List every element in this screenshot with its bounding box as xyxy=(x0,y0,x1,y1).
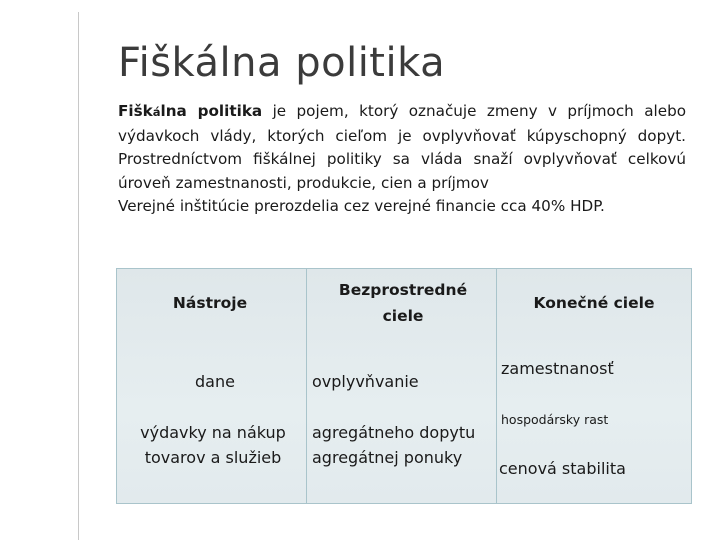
immediate-demand-supply: agregátneho dopytu agregátnej ponuky xyxy=(312,423,476,467)
slide-title: Fiškálna politika xyxy=(118,40,446,86)
term-part-2: á xyxy=(152,105,161,119)
left-divider-line xyxy=(78,12,79,540)
header-tools: Nástroje xyxy=(172,294,248,312)
tool-spending: výdavky na nákup tovarov a služieb xyxy=(140,423,286,467)
column-divider-1 xyxy=(306,268,307,504)
header-immediate-goals: Bezprostredné ciele xyxy=(338,281,468,325)
definition-paragraph xyxy=(118,100,686,195)
final-employment: zamestnanosť xyxy=(501,359,614,378)
slide-body xyxy=(118,100,686,219)
definition-text: je pojem, ktorý označuje zmeny v príjmoch alebo výdavkoch vlády, ktorých cieľom je ovplyvňovať kúpyschopný dopyt. Prostredníctvom fiškálnej politiky sa vláda snaží ovplyvňovať celkovú úroveň zamestnanosti, produkcie, cien a príjmov xyxy=(118,102,686,192)
redistribution-paragraph: Verejné inštitúcie prerozdelia cez verejné financie cca 40% HDP. xyxy=(118,197,605,215)
immediate-influencing: ovplyvňvanie xyxy=(312,372,419,391)
term-part-1: Fišk xyxy=(118,102,153,120)
header-final-goals: Konečné ciele xyxy=(533,294,655,312)
final-growth: hospodársky rast xyxy=(501,412,609,427)
tool-taxes: dane xyxy=(195,372,235,391)
final-price-stability: cenová stabilita xyxy=(499,459,626,478)
term-part-3: lna politika xyxy=(160,102,263,120)
term-bold xyxy=(118,102,262,120)
